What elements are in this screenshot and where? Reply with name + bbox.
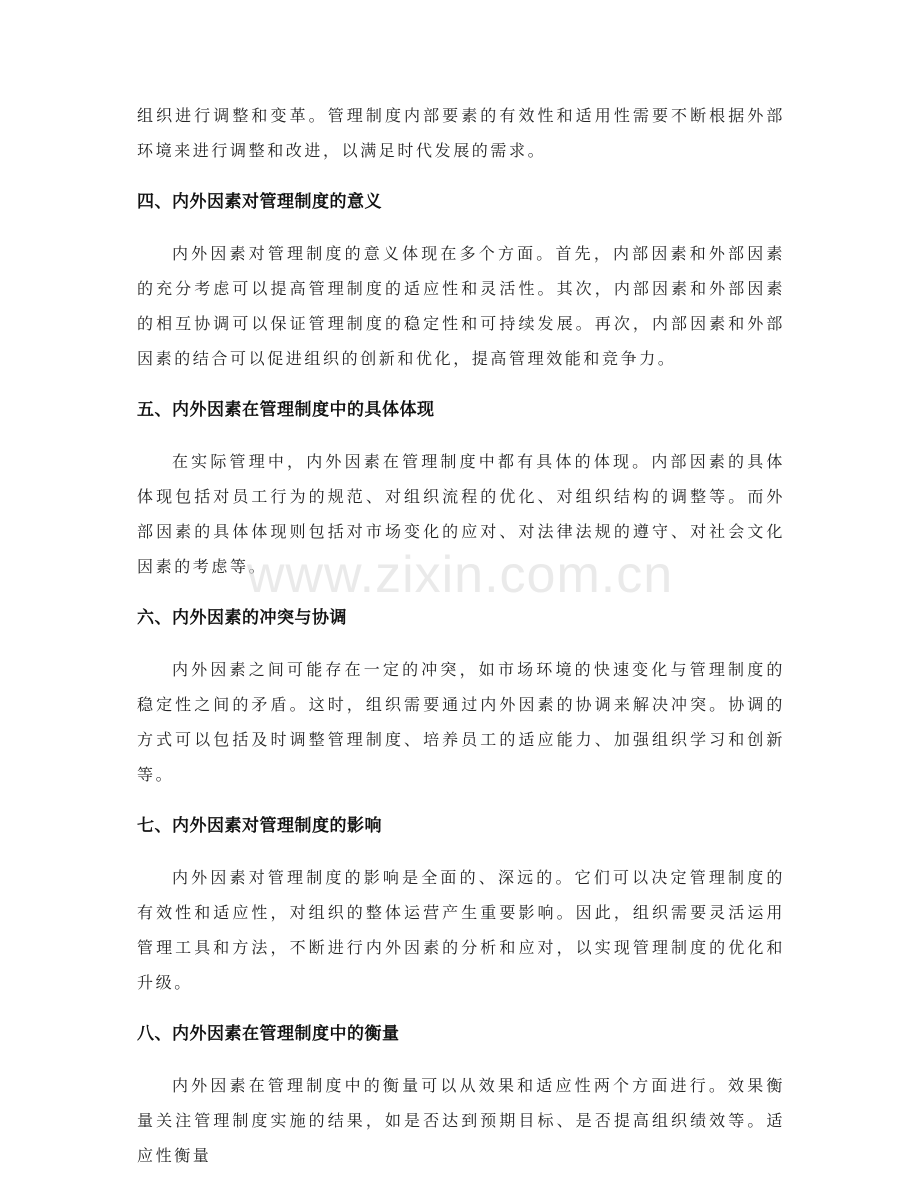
section-8-paragraph: 内外因素在管理制度中的衡量可以从效果和适应性两个方面进行。效果衡量关注管理制度实施的结果，如是否达到预期目标、是否提高组织绩效等。适应性衡量: [137, 1076, 785, 1165]
watermark: www.zixin.com.cn: [246, 546, 674, 604]
section-7-heading: 七、内外因素对管理制度的影响: [137, 816, 382, 836]
document-body: [137, 98, 785, 1173]
section-6-heading: 六、内外因素的冲突与协调: [137, 608, 347, 628]
section-8-heading: 八、内外因素在管理制度中的衡量: [137, 1024, 400, 1044]
section-4-paragraph: 内外因素对管理制度的意义体现在多个方面。首先，内部因素和外部因素的充分考虑可以提高管理制度的适应性和灵活性。其次，内部因素和外部因素的相互协调可以保证管理制度的稳定性和可持续发展。再次，内部因素和外部因素的结合可以促进组织的创新和优化，提高管理效能和竞争力。: [137, 244, 785, 368]
section-7-paragraph: 内外因素对管理制度的影响是全面的、深远的。它们可以决定管理制度的有效性和适应性，对组织的整体运营产生重要影响。因此，组织需要灵活运用管理工具和方法，不断进行内外因素的分析和应对，以实现管理制度的优化和升级。: [137, 868, 785, 992]
section-5-paragraph: 在实际管理中，内外因素在管理制度中都有具体的体现。内部因素的具体体现包括对员工行为的规范、对组织流程的优化、对组织结构的调整等。而外部因素的具体体现则包括对市场变化的应对、对法律法规的遵守、对社会文化因素的考虑等。: [137, 452, 785, 576]
section-6-paragraph: 内外因素之间可能存在一定的冲突，如市场环境的快速变化与管理制度的稳定性之间的矛盾。这时，组织需要通过内外因素的协调来解决冲突。协调的方式可以包括及时调整管理制度、培养员工的适应能力、加强组织学习和创新等。: [137, 660, 785, 784]
intro-paragraph: 组织进行调整和变革。管理制度内部要素的有效性和适用性需要不断根据外部环境来进行调整和改进，以满足时代发展的需求。: [137, 106, 785, 160]
section-4-heading: 四、内外因素对管理制度的意义: [137, 192, 382, 212]
section-5-heading: 五、内外因素在管理制度中的具体体现: [137, 400, 435, 420]
